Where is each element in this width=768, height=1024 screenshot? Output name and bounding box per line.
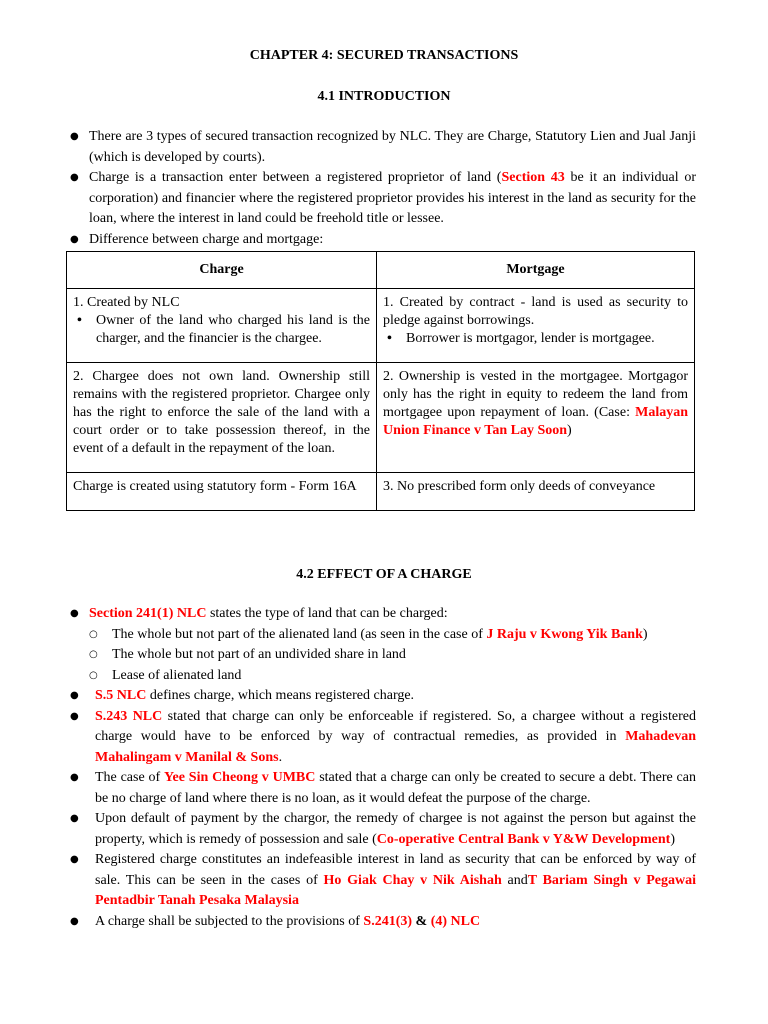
s5-nlc-ref: S.5 NLC: [95, 688, 147, 703]
intro-bullet-3-text: Difference between charge and mortgage:: [89, 231, 324, 247]
cell-mortgage-2-text: 2. Ownership is vested in the mortgagee. Mortgagor only has the right in equity to redeem the land from mortgagee upon repayment of loan. (Case:: [383, 369, 688, 420]
case-yee-sin-cheong: Yee Sin Cheong v UMBC: [163, 770, 316, 785]
effect-bullet-7-amp: &: [412, 913, 431, 929]
charge-mortgage-table: [66, 251, 695, 511]
header-mortgage: Mortgage: [377, 252, 695, 289]
section-241-ref: Section 241(1) NLC: [89, 606, 207, 621]
intro-bullet-2-text: Charge is a transaction enter between a registered proprietor of land (: [89, 170, 502, 185]
cell-charge-1-bullet: • Owner of the land who charged his land is the charger, and the financier is the chargee.: [73, 312, 370, 348]
effect-sub-item-1-text: The whole but not part of the alienated land (as seen in the case of: [112, 626, 487, 642]
s243-nlc-ref: S.243 NLC: [95, 708, 163, 724]
cell-mortgage-1: [377, 289, 695, 363]
effect-bullet-5-close: ): [670, 831, 675, 847]
cell-mortgage-2: [377, 363, 695, 473]
cell-charge-3: Charge is created using statutory form - Form 16A: [67, 473, 377, 511]
effect-heading: 4.2 EFFECT OF A CHARGE: [296, 567, 472, 582]
effect-bullet-4-text: The case of: [95, 770, 164, 785]
effect-bullet-4: [70, 768, 696, 809]
effect-sub-item-2: ○ The whole but not part of an undivided share in land: [89, 645, 696, 666]
effect-bullet-2: [70, 686, 696, 707]
case-malayan-union-finance: Malayan Union Finance v Tan Lay Soon: [383, 405, 688, 438]
effect-bullet-6-and: and: [501, 872, 528, 888]
cell-charge-1: [67, 289, 377, 363]
case-cooperative-central-bank: Co-operative Central Bank v Y&W Development: [376, 831, 671, 847]
table-row: [67, 289, 695, 363]
effect-sub-item-1-close: ): [642, 626, 648, 642]
effect-bullet-1: [70, 604, 696, 686]
intro-bullet-1-text: There are 3 types of secured transaction recognized by NLC. They are Charge, Statutory Lien and Jual Janji (which is developed by courts).: [89, 129, 696, 165]
effect-bullet-7-text: A charge shall be subjected to the provisions of: [95, 913, 364, 929]
case-j-raju: J Raju v Kwong Yik Bank: [486, 626, 643, 642]
s241-4-ref: (4) NLC: [430, 913, 481, 929]
intro-bullet-1: [70, 127, 696, 168]
s241-3-ref: S.241(3): [363, 913, 413, 929]
effect-bullet-1-text: states the type of land that can be charged:: [206, 606, 448, 621]
effect-bullet-7: [70, 912, 696, 933]
effect-bullet-3-end: .: [278, 749, 283, 765]
case-t-bariam-singh: T Bariam Singh v Pegawai Pentadbir Tanah Pesaka Malaysia: [95, 872, 696, 908]
table-header-row: [67, 252, 695, 289]
case-ho-giak-chay: Ho Giak Chay v Nik Aishah: [323, 872, 502, 888]
effect-bullet-3: [70, 707, 696, 769]
intro-bullet-2-text-cont: be it an individual or corporation) and financier where the registered proprietor provides his interest in the land as security for the loan, where the interest in land could be freehold title or lessee.: [89, 170, 696, 226]
intro-bullet-list: [70, 127, 696, 250]
effect-bullet-5: [70, 809, 696, 850]
cell-mortgage-2-close: ): [567, 423, 572, 438]
intro-bullet-2: [70, 168, 696, 230]
case-mahadevan: Mahadevan Mahalingam v Manilal & Sons: [95, 729, 696, 765]
chapter-title: CHAPTER 4: SECURED TRANSACTIONS: [249, 48, 519, 63]
header-charge: Charge: [67, 252, 377, 289]
cell-mortgage-1-title: 1. Created by contract - land is used as security to pledge against borrowings.: [383, 295, 688, 328]
effect-sub-item-1: [89, 625, 696, 646]
effect-bullet-6-text: Registered charge constitutes an indefeasible interest in land as security that can be enforced by way of sale. This can be seen in the cases of: [95, 852, 696, 888]
effect-bullet-5-text: Upon default of payment by the chargor, the remedy of chargee is not against the person but against the property, which is remedy of possession and sale (: [95, 811, 696, 847]
cell-mortgage-3: 3. No prescribed form only deeds of conveyance: [377, 473, 695, 511]
cell-charge-1-title: 1. Created by NLC: [73, 295, 180, 310]
effect-bullet-4-text-cont: stated that a charge can only be created to secure a debt. There can be no charge of land where there is no loan, as it would defeat the purpose of the charge.: [95, 770, 696, 806]
intro-bullet-3: [70, 230, 696, 251]
intro-heading: 4.1 INTRODUCTION: [317, 89, 451, 104]
effect-sub-item-3: ○ Lease of alienated land: [89, 666, 696, 687]
effect-bullet-6: [70, 850, 696, 912]
cell-charge-2: 2. Chargee does not own land. Ownership still remains with the registered proprietor. Chargee only has the right to enforce the sale of the land with a court order or to take possession thereof, in the event of a default in the repayment of the loan.: [67, 363, 377, 473]
effect-bullet-2-text: defines charge, which means registered charge.: [146, 688, 415, 703]
effect-sub-list: [89, 625, 696, 687]
table-row: [67, 363, 695, 473]
cell-mortgage-1-bullet: • Borrower is mortgagor, lender is mortgagee.: [383, 330, 688, 348]
effect-bullet-3-text: stated that charge can only be enforceable if registered. So, a chargee without a registered charge would have to be enforced by way of contractual remedies, as provided in: [95, 708, 696, 744]
effect-bullet-list: [70, 604, 696, 932]
section-43-ref: Section 43: [501, 170, 565, 185]
table-row: [67, 473, 695, 511]
